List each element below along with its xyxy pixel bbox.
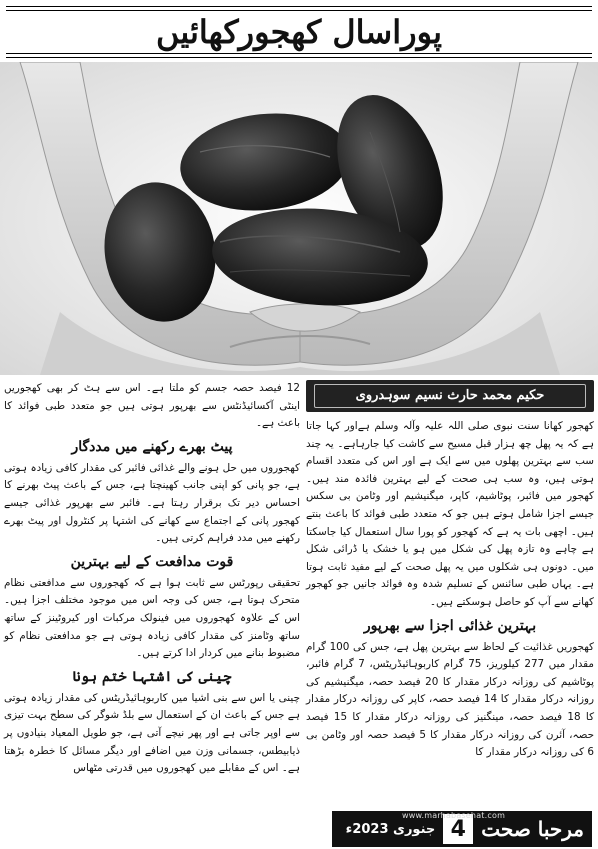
satiety-paragraph: کھجوروں میں حل ہونے والے غذائی فائبر کی مقدار کافی زیادہ ہوتی ہے، جو پانی کو اپنی جانب کھینچتا ہے، جس کے باعث پیٹ بھرنے کا احساس دیر تک برقرار رہتا ہے۔ فائبر سے بھرپور غذائی جیسے کھجور پانی کے اجتماع سے کھانے کی اشتہا پر کنٹرول اور پیٹ بھرے رکھنے میں مدد فراہم کرتی ہیں۔ [4, 461, 300, 545]
hands-holding-dates-icon [0, 62, 598, 375]
title-bar [6, 6, 592, 58]
left-column [4, 380, 300, 809]
issue-date: جنوری 2023ء [345, 821, 436, 837]
right-column [306, 380, 594, 809]
nutrients-paragraph: کھجوریں غذائیت کے لحاظ سے بہترین پھل ہے، جس کی 100 گرام مقدار میں 277 کیلوریز، 75 گرام کاربوہائیڈریٹس، 7 گرام فائبر، پوٹاشیم کی روزانہ درکار مقدار کا 20 فیصد حصہ، میگنیشیم کی روزانہ درکار مقدار کا 14 فیصد حصہ، کاپر کی روزانہ درکار مقدار کا 18 فیصد حصہ، مینگنیز کی روزانہ درکار مقدار کا 15 فیصد حصہ، آئرن کی روزانہ درکار مقدار کا 5 فیصد حصہ اور وٹامن بی 6 کی روزانہ درکار مقدار کا [306, 640, 595, 759]
author-box [306, 380, 594, 412]
page-title: پوراسال کھجورکھائیں [155, 13, 442, 51]
footer-badge [332, 811, 592, 847]
dates-photo [0, 62, 598, 375]
author-name: حکیم محمد حارث نسیم سوہدروی [355, 388, 545, 404]
heading-sugar-craving: چینی کی اشتہا ختم ہونا [72, 668, 232, 685]
footer [0, 809, 598, 849]
immunity-paragraph: تحقیقی رپورٹس سے ثابت ہوا ہے کہ کھجوروں سے مدافعتی نظام متحرک ہوتا ہے، جس کی وجہ اس میں موجود مختلف اجزا ہیں۔ اس کے علاوہ کھجوروں میں فینولک مرکبات اور کیروٹینز کے ساتھ ساتھ وٹامنز کی مقدار کافی زیادہ ہوتی ہے جو مدافعتی نظام کو مضبوط بنانے میں کردار ادا کرتے ہیں۔ [4, 576, 300, 660]
sugar-paragraph: چینی یا اس سے بنی اشیا میں کاربوہائیڈریٹس کی مقدار زیادہ ہوتی ہے جس کے باعث ان کے استعمال سے بلڈ شوگر کی سطح بہت تیزی سے اوپر جاتی ہے اور پھر نیچے آتی ہے، جو طویل المعیاد بنیادوں پر ذیابیطس، جسمانی وزن میں اضافے اور دیگر مسائل کا خطرہ بڑھتا ہے۔ اس کے مقابلے میں کھجوروں میں قدرتی مٹھاس [4, 691, 300, 775]
page-number: 4 [443, 814, 473, 844]
brand-website: www.marhabasehat.com [402, 811, 506, 820]
heading-satiety: پیٹ بھرے رکھنے میں مددگار [71, 438, 233, 455]
heading-immunity: قوت مدافعت کے لیے بہترین [70, 553, 234, 570]
continued-paragraph: 12 فیصد حصہ جسم کو ملتا ہے۔ اس سے ہٹ کر بھی کھجوریں اینٹی آکسائیڈنٹس سے بھرپور ہوتی ہیں جو متعدد طبی فوائد کا باعث ہے۔ [4, 382, 300, 430]
brand-name: مرحبا صحت [481, 817, 584, 841]
intro-paragraph: کھجور کھانا سنت نبوی صلی اللہ علیہ وآلہ وسلم ہےاور کہا جاتا ہے کہ یہ پھل چھ ہزار قبل مسیح سے کاشت کیا جارہاہے۔ یہ چند سب سے بہترین پھلوں میں سے ایک ہے اور اس کی متعدد اقسام ہوتی ہیں، وہ سب ہی صحت کے لیے بہترین فائدہ مند ہیں۔ کھجور میں فائبر، پوٹاشیم، کاپر، میگنیشیم اور وٹامن بی سکس جیسے اجزا شامل ہوتے ہیں جو کہ متعدد طبی فوائد کا باعث بنتے ہیں۔ اچھی بات یہ ہے کہ کھجور کو پورا سال استعمال کیا جاسکتا ہے چاہے وہ تازہ پھل کی شکل میں ہو یا خشک یا ڈرائی شکل میں۔ دونوں ہی شکلوں میں یہ پھل صحت کے لیے مفید ثابت ہوتا ہے۔ یہاں طبی سائنس کے تسلیم شدہ وہ فوائد جانیں جو کھجور کھانے سے آپ کو حاصل ہوسکتے ہیں۔ [306, 420, 594, 608]
heading-nutrients: بہترین غذائی اجزا سے بھرپور [363, 617, 537, 634]
